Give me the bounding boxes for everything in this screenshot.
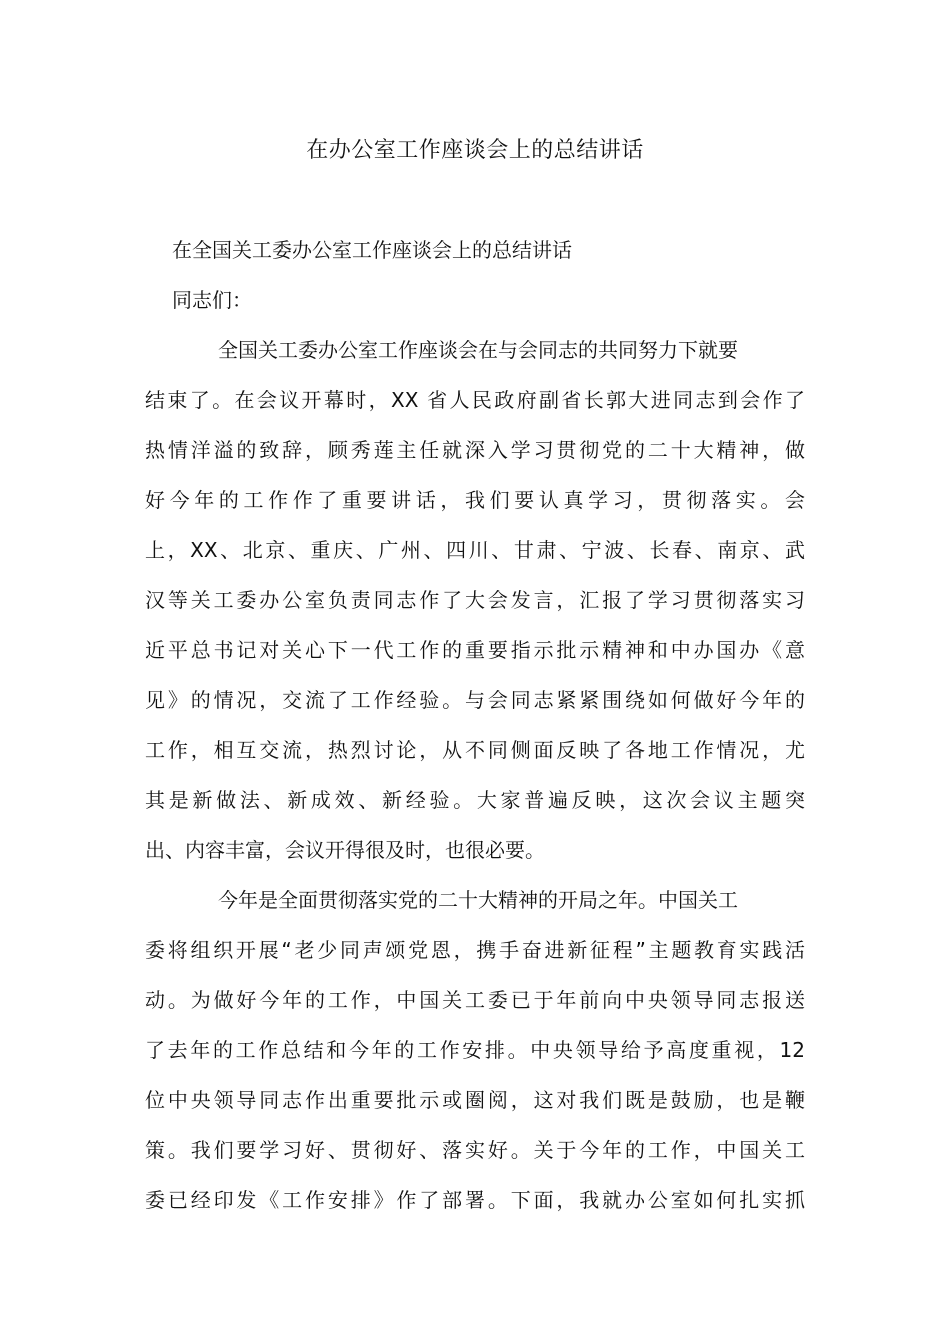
salutation: 同志们：: [172, 288, 252, 312]
paragraph-line: 其是新做法、新成效、新经验。大家普遍反映，这次会议主题突: [145, 788, 805, 812]
paragraph-line: 委已经印发《工作安排》作了部署。下面，我就办公室如何扎实抓: [145, 1188, 805, 1212]
paragraph-line: 了去年的工作总结和今年的工作安排。中央领导给予高度重视，12: [145, 1038, 805, 1062]
paragraph-line: 汉等关工委办公室负责同志作了大会发言，汇报了学习贯彻落实习: [145, 588, 805, 612]
paragraph-line: 上，XX、北京、重庆、广州、四川、甘肃、宁波、长春、南京、武: [145, 538, 805, 562]
paragraph-line: 策。我们要学习好、贯彻好、落实好。关于今年的工作，中国关工: [145, 1138, 805, 1162]
paragraph-line: 近平总书记对关心下一代工作的重要指示批示精神和中办国办《意: [145, 638, 805, 662]
paragraph-line: 全国关工委办公室工作座谈会在与会同志的共同努力下就要: [218, 338, 738, 362]
paragraph-line: 动。为做好今年的工作，中国关工委已于年前向中央领导同志报送: [145, 988, 805, 1012]
paragraph-line: 见》的情况，交流了工作经验。与会同志紧紧围绕如何做好今年的: [145, 688, 805, 712]
paragraph-line: 位中央领导同志作出重要批示或圈阅，这对我们既是鼓励，也是鞭: [145, 1088, 805, 1112]
paragraph-line: 热情洋溢的致辞，顾秀莲主任就深入学习贯彻党的二十大精神，做: [145, 438, 805, 462]
paragraph-line: 结束了。在会议开幕时，XX 省人民政府副省长郭大进同志到会作了: [145, 388, 805, 412]
paragraph-line: 委将组织开展“老少同声颂党恩，携手奋进新征程”主题教育实践活: [145, 938, 805, 962]
paragraph-line: 好今年的工作作了重要讲话，我们要认真学习，贯彻落实。会: [145, 488, 805, 512]
paragraph-line: 出、内容丰富，会议开得很及时，也很必要。: [145, 838, 545, 862]
document-title: 在办公室工作座谈会上的总结讲话: [306, 138, 644, 163]
paragraph-line: 今年是全面贯彻落实党的二十大精神的开局之年。中国关工: [218, 888, 738, 912]
paragraph-line: 工作，相互交流，热烈讨论，从不同侧面反映了各地工作情况，尤: [145, 738, 805, 762]
document-subtitle: 在全国关工委办公室工作座谈会上的总结讲话: [172, 238, 572, 262]
